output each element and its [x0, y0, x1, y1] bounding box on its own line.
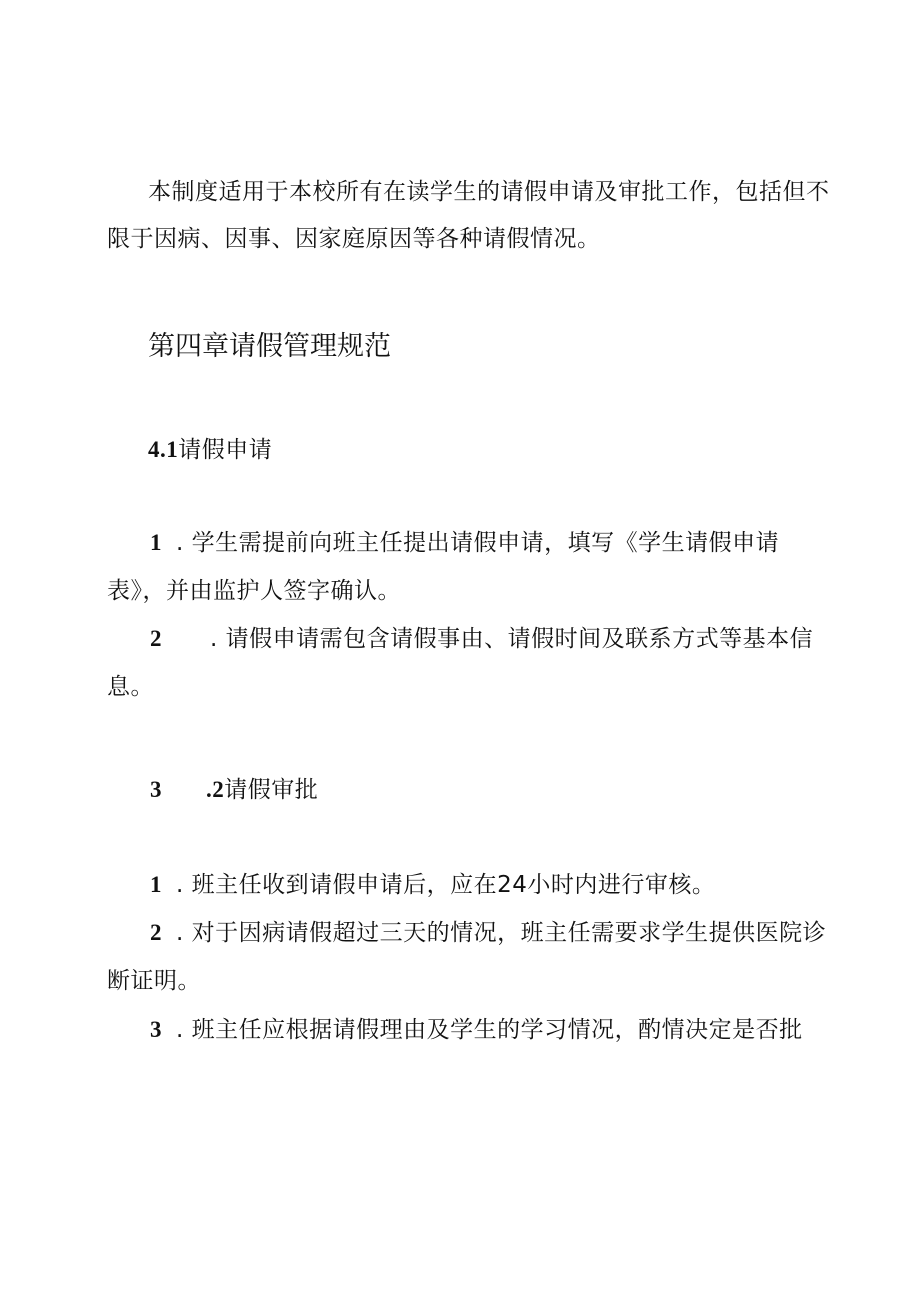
- section-heading-4-2: [150, 775, 318, 805]
- section-heading-4-1: [148, 435, 272, 465]
- list-item-line: [150, 1015, 803, 1045]
- list-item-number: 1: [150, 530, 162, 555]
- section-title: 请假审批: [224, 777, 319, 803]
- list-item-line: [150, 870, 715, 900]
- list-item-continuation: 断证明。: [107, 968, 201, 994]
- section-title: 请假申请: [178, 437, 273, 463]
- section-number: 3: [150, 777, 162, 802]
- list-item-continuation: 表》，并由监护人签字确认。: [107, 578, 401, 604]
- intro-paragraph-line-2: 限于因病、因事、因家庭原因等各种请假情况。: [107, 226, 601, 252]
- list-item-number: 2: [150, 920, 162, 945]
- list-item-text: . 请假申请需包含请假事由、请假时间及联系方式等基本信: [210, 626, 814, 652]
- section-number: 4.1: [148, 437, 179, 462]
- list-item-number: 3: [150, 1017, 162, 1042]
- list-item-line: [150, 624, 813, 654]
- list-item-text: . 班主任应根据请假理由及学生的学习情况，酌情决定是否批: [176, 1017, 803, 1043]
- section-sub-number: .2: [206, 777, 225, 802]
- list-item-text: . 班主任收到请假申请后，应在24小时内进行审核。: [176, 872, 716, 898]
- list-item-text: . 对于因病请假超过三天的情况，班主任需要求学生提供医院诊: [176, 920, 827, 946]
- list-item-number: 2: [150, 626, 162, 651]
- intro-paragraph-line-1: 本制度适用于本校所有在读学生的请假申请及审批工作，包括但不: [148, 179, 830, 205]
- list-item-text: . 学生需提前向班主任提出请假申请，填写《学生请假申请: [176, 530, 780, 556]
- list-item-number: 1: [150, 872, 162, 897]
- list-item-line: [150, 528, 779, 558]
- list-item-continuation: 息。: [107, 674, 154, 700]
- chapter-title: 第四章请假管理规范: [148, 331, 391, 362]
- list-item-line: [150, 918, 826, 948]
